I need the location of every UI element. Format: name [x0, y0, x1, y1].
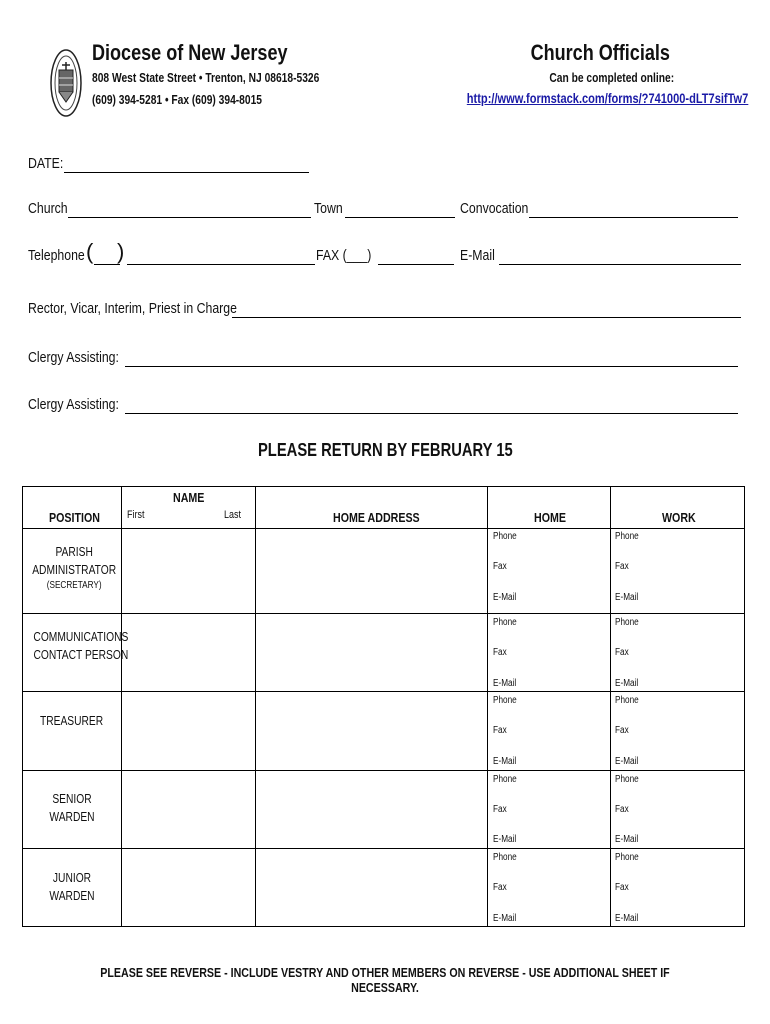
header-last: Last — [224, 509, 242, 521]
work-phone-label: Phone — [615, 531, 639, 542]
home-fax-label: Fax — [493, 725, 507, 736]
fax-field[interactable] — [378, 264, 454, 265]
online-form-link[interactable]: http://www.formstack.com/forms/?741000-dLT7sifTw7 — [466, 91, 748, 106]
header-name: NAME — [173, 490, 205, 505]
home-email-label: E-Mail — [493, 756, 517, 767]
home-fax-label: Fax — [493, 882, 507, 893]
telephone-area-code-field[interactable] — [94, 264, 120, 265]
col-divider — [487, 487, 488, 926]
home-phone-label: Phone — [493, 852, 517, 863]
org-phone-fax: (609) 394-5281 • Fax (609) 394-8015 — [92, 93, 262, 107]
fax-label: FAX (___) — [316, 247, 372, 264]
home-email-label: E-Mail — [493, 913, 517, 924]
officials-table — [22, 486, 745, 927]
telephone-label: Telephone — [28, 247, 85, 264]
convocation-label: Convocation — [460, 200, 529, 217]
date-field[interactable] — [64, 172, 309, 173]
clergy-assisting-2-label: Clergy Assisting: — [28, 396, 119, 413]
row-divider — [23, 770, 744, 771]
return-deadline-notice: PLEASE RETURN BY FEBRUARY 15 — [257, 440, 513, 460]
home-phone-label: Phone — [493, 774, 517, 785]
work-fax-label: Fax — [615, 725, 629, 736]
home-email-label: E-Mail — [493, 592, 517, 603]
org-name: Diocese of New Jersey — [92, 40, 288, 65]
convocation-field[interactable] — [529, 217, 738, 218]
email-label: E-Mail — [460, 247, 495, 264]
church-field[interactable] — [68, 217, 311, 218]
clergy-assisting-1-field[interactable] — [125, 366, 738, 367]
work-email-label: E-Mail — [615, 913, 639, 924]
footer-instructions: PLEASE SEE REVERSE - INCLUDE VESTRY AND OTHER MEMBERS ON REVERSE - USE ADDITIONAL SHEET IF NECESSARY. — [100, 965, 670, 995]
rector-field[interactable] — [232, 317, 741, 318]
header-home-address: HOME ADDRESS — [333, 510, 420, 525]
col-divider — [255, 487, 256, 926]
header-home: HOME — [534, 510, 566, 525]
home-fax-label: Fax — [493, 804, 507, 815]
row-divider — [23, 613, 744, 614]
header-work: WORK — [662, 510, 696, 525]
work-email-label: E-Mail — [615, 592, 639, 603]
work-email-label: E-Mail — [615, 834, 639, 845]
org-address: 808 West State Street • Trenton, NJ 08618-5326 — [92, 71, 320, 85]
online-note: Can be completed online: — [549, 71, 674, 85]
date-label: DATE: — [28, 155, 64, 172]
work-phone-label: Phone — [615, 852, 639, 863]
work-phone-label: Phone — [615, 774, 639, 785]
diocese-seal-logo — [50, 48, 82, 118]
work-phone-label: Phone — [615, 617, 639, 628]
area-code-close-paren: ) — [117, 239, 125, 264]
work-fax-label: Fax — [615, 882, 629, 893]
form-title: Church Officials — [530, 40, 670, 65]
email-field[interactable] — [499, 264, 741, 265]
clergy-assisting-2-field[interactable] — [125, 413, 738, 414]
home-phone-label: Phone — [493, 617, 517, 628]
home-fax-label: Fax — [493, 647, 507, 658]
home-fax-label: Fax — [493, 561, 507, 572]
area-code-open-paren: ( — [86, 239, 94, 264]
work-email-label: E-Mail — [615, 756, 639, 767]
col-divider — [610, 487, 611, 926]
position-treasurer: TREASURER — [40, 714, 104, 728]
work-email-label: E-Mail — [615, 678, 639, 689]
town-label: Town — [314, 200, 343, 217]
town-field[interactable] — [345, 217, 455, 218]
header-position: POSITION — [49, 510, 100, 525]
position-junior-warden: JUNIOR WARDEN — [49, 871, 95, 903]
position-communications-contact: COMMUNICATIONS CONTACT PERSON — [33, 630, 129, 662]
work-fax-label: Fax — [615, 561, 629, 572]
work-fax-label: Fax — [615, 804, 629, 815]
header-first: First — [127, 509, 145, 521]
home-email-label: E-Mail — [493, 834, 517, 845]
row-divider — [23, 528, 744, 529]
row-divider — [23, 848, 744, 849]
home-email-label: E-Mail — [493, 678, 517, 689]
home-phone-label: Phone — [493, 695, 517, 706]
col-divider — [121, 487, 122, 926]
clergy-assisting-1-label: Clergy Assisting: — [28, 349, 119, 366]
row-divider — [23, 691, 744, 692]
work-phone-label: Phone — [615, 695, 639, 706]
rector-label: Rector, Vicar, Interim, Priest in Charge — [28, 300, 237, 317]
position-parish-administrator: PARISH ADMINISTRATOR (SECRETARY) — [32, 545, 117, 591]
telephone-field[interactable] — [127, 264, 315, 265]
church-label: Church — [28, 200, 68, 217]
home-phone-label: Phone — [493, 531, 517, 542]
work-fax-label: Fax — [615, 647, 629, 658]
position-senior-warden: SENIOR WARDEN — [49, 792, 95, 824]
